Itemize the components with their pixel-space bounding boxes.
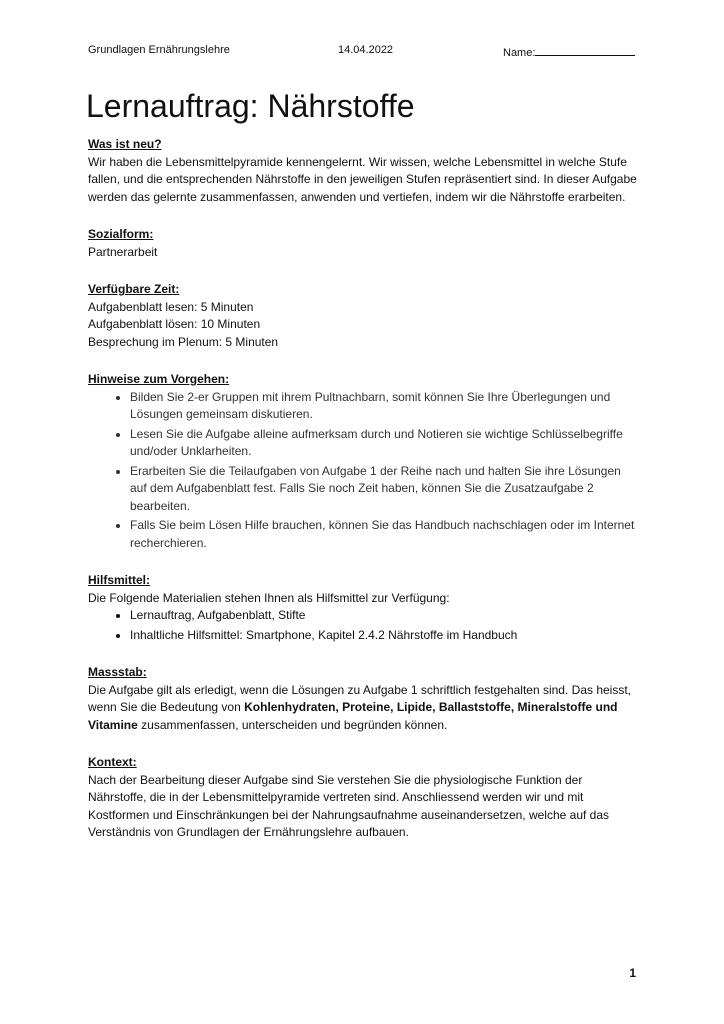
- section-text: Partnerarbeit: [88, 244, 158, 259]
- section-text: Nach der Bearbeitung dieser Aufgabe sind Sie verstehen Sie die physiologische Funktion der Nährstoffe, die in der Lebensmittelpyramide vertreten sind. Anschliessend werden wir und mit Kostformen und Einschränkungen bei der Nahrungsaufnahme auseinandersetzen, welche auf das Verständnis von Grundlagen der Ernährungslehre aufbauen.: [88, 772, 610, 839]
- section-heading: Hinweise zum Vorgehen:: [88, 372, 230, 386]
- section-text: Wir haben die Lebensmittelpyramide kennengelernt. Wir wissen, welche Lebensmittel in welche Stufe fallen, und die entsprechenden Nährstoffe in den jeweiligen Stufen repräsentiert sind. In dieser Aufgabe werden das gelernte zusammenfassen, anwenden und vertiefen, indem wir die Nährstoffe erarbeiten.: [88, 154, 637, 204]
- header-name-label: Name:: [503, 47, 536, 59]
- page-title: Lernauftrag: Nährstoffe: [86, 88, 415, 124]
- section-text: [88, 682, 640, 735]
- time-line: Besprechung im Plenum: 5 Minuten: [88, 334, 279, 349]
- time-line: Aufgabenblatt lösen: 10 Minuten: [88, 317, 261, 331]
- header-subject: Grundlagen Ernährungslehre: [88, 44, 230, 56]
- list-item: • Bilden Sie 2-er Gruppen mit ihrem Pultnachbarn, somit können Sie Ihre Überlegungen und Lösungen gemeinsam diskutieren.: [130, 389, 640, 424]
- section-heading: Kontext:: [88, 755, 137, 769]
- list-item: • Inhaltliche Hilfsmittel: Smartphone, Kapitel 2.4.2 Nährstoffe im Handbuch: [130, 627, 640, 645]
- section-text: Die Folgende Materialien stehen Ihnen als Hilfsmittel zur Verfügung:: [88, 590, 450, 605]
- section-kontext: [88, 754, 640, 842]
- section-heading: Massstab:: [88, 665, 147, 679]
- section-was-ist-neu: [88, 136, 640, 206]
- time-line: Aufgabenblatt lesen: 5 Minuten: [88, 299, 254, 314]
- section-hinweise: [88, 371, 640, 552]
- section-zeit: [88, 281, 640, 351]
- section-heading: Verfügbare Zeit:: [88, 282, 180, 296]
- massstab-text-a: Die Aufgabe gilt als erledigt, wenn die Lösungen zu Aufgabe 1 schriftlich festgehalten sind. Das heisst, wenn Sie die Bedeutung von: [88, 682, 632, 714]
- section-heading: Hilfsmittel:: [88, 573, 151, 587]
- section-heading: Sozialform:: [88, 227, 154, 241]
- header-date: 14.04.2022: [338, 44, 394, 56]
- page-header: [88, 44, 636, 60]
- list-item: • Erarbeiten Sie die Teilaufgaben von Aufgabe 1 der Reihe nach und halten Sie ihre Lösungen auf dem Aufgabenblatt fest. Falls Sie noch Zeit haben, können Sie die Zusatzaufgabe 2 bearbeiten.: [130, 463, 640, 516]
- list-item: • Lesen Sie die Aufgabe alleine aufmerksam durch und Notieren sie wichtige Schlüsselbegriffe und/oder Unklarheiten.: [130, 426, 640, 461]
- section-heading: Was ist neu?: [88, 137, 162, 151]
- page-number: 1: [629, 966, 636, 980]
- name-blank-line: [535, 44, 635, 56]
- massstab-nutrients: Kohlenhydraten, Proteine, Lipide, Ballaststoffe, Mineralstoffe und Vitamine: [88, 700, 618, 732]
- list-item: • Lernauftrag, Aufgabenblatt, Stifte: [130, 607, 640, 625]
- massstab-text-b: zusammenfassen, unterscheiden und begründen können.: [137, 717, 448, 732]
- document-body: [88, 136, 640, 862]
- section-hilfsmittel: [88, 572, 640, 644]
- hinweise-list: [88, 389, 640, 553]
- section-sozialform: [88, 226, 640, 261]
- list-item: • Falls Sie beim Lösen Hilfe brauchen, können Sie das Handbuch nachschlagen oder im Internet recherchieren.: [130, 517, 640, 552]
- hilfsmittel-list: [88, 607, 640, 644]
- section-massstab: [88, 664, 640, 734]
- header-name-field: [503, 44, 635, 59]
